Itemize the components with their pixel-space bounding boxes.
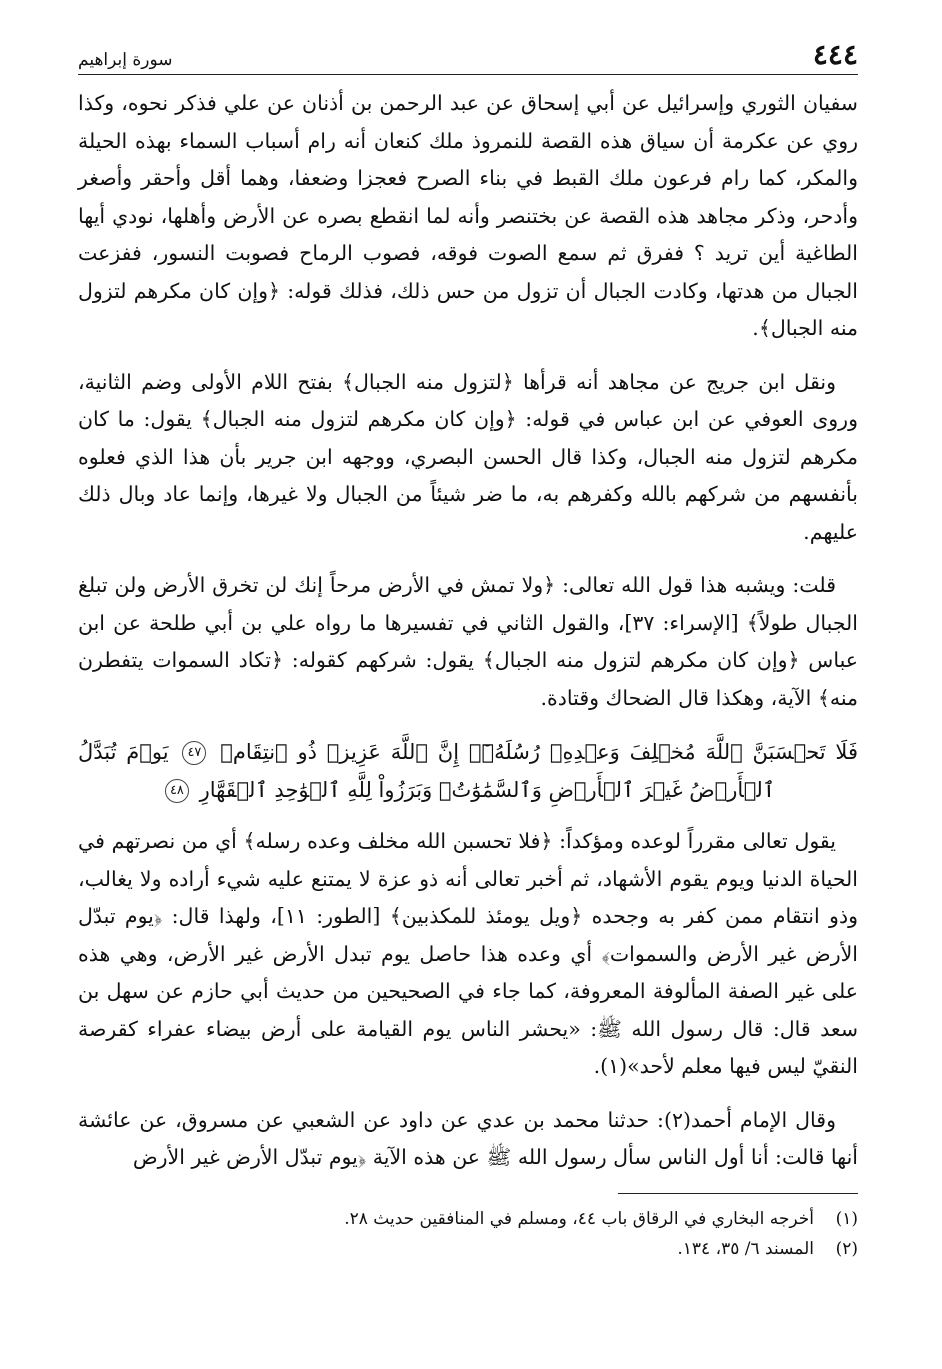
footnotes bbox=[78, 1204, 858, 1264]
footnote-number: (٢) bbox=[835, 1238, 858, 1259]
paragraph-2: ونقل ابن جريج عن مجاهد أنه قرأها ﴿لتزول منه الجبال﴾ بفتح اللام الأولى وضم الثانية، وروى العوفي عن ابن عباس في قوله: ﴿وإن كان مكرهم لتزول منه الجبال﴾ يقول: ما كان مكرهم لتزول منه الجبال، وكذا قال الحسن البصري، ووجهه ابن جرير بأن هذا الذي فعلوه بأنفسهم من شركهم بالله وكفرهم به، ما ضر شيئاً من الجبال ولا غيرها، وإنما عاد وبال ذلك عليهم. bbox=[78, 369, 858, 544]
running-title: سورة إبراهيم bbox=[78, 50, 173, 70]
paragraph-1: سفيان الثوري وإسرائيل عن أبي إسحاق عن عبد الرحمن بن أذنان عن علي فذكر نحوه، وكذا روي عن عكرمة أن سياق هذه القصة للنمروذ ملك كنعان أنه رام أسباب السماء بهذه الحيلة والمكر، كما رام فرعون ملك القبط في بناء الصرح فعجزا وضعفا، وهما أقل وأحقر وأصغر وأدحر، وذكر مجاهد هذه القصة عن بختنصر وأنه لما انقطع بصره عن الأرض وأهلها، نودي أيها الطاغية أين تريد ؟ ففرق ثم سمع الصوت فوقه، فصوب الرماح فصوبت النسور، ففزعت الجبال من هدتها، وكادت الجبال أن تزول من حس ذلك، فذلك قوله: ﴿وإن كان مكرهم لتزول منه الجبال﴾. bbox=[78, 91, 858, 340]
paragraph-5: وقال الإمام أحمد(٢): حدثنا محمد بن عدي عن داود عن الشعبي عن مسروق، عن عائشة أنها قالت: أنا أول الناس سأل رسول الله ﷺ عن هذه الآية ﴿يوم تبدّل الأرض غير الأرض bbox=[78, 1107, 858, 1169]
footnote-item bbox=[78, 1234, 858, 1264]
ayah-number-marker: ٤٨ bbox=[165, 779, 189, 803]
paragraph-4: يقول تعالى مقرراً لوعده ومؤكداً: ﴿فلا تحسبن الله مخلف وعده رسله﴾ أي من نصرتهم في الحياة الدنيا ويوم يقوم الأشهاد، ثم أخبر تعالى أنه ذو عزة لا يمتنع عليه شيء أراده ولا يغالب، وذو انتقام ممن كفر به وجحده ﴿ويل يومئذ للمكذبين﴾ [الطور: ١١]، ولهذا قال: ﴿يوم تبدّل الأرض غير الأرض والسموات﴾ أي وعده هذا حاصل يوم تبدل الأرض غير الأرض، وهي هذه على غير الصفة المألوفة المعروفة، كما جاء في الصحيحين من حديث أبي حازم عن سهل بن سعد قال: قال رسول الله ﷺ: «يحشر الناس يوم القيامة على أرض بيضاء عفراء كقرصة النقيّ ليس فيها معلم لأحد»(١). bbox=[78, 829, 858, 1078]
ayah-number-marker: ٤٧ bbox=[182, 741, 206, 765]
footnote-item bbox=[78, 1204, 858, 1234]
footnote-text: المسند ٦/ ٣٥، ١٣٤. bbox=[677, 1238, 814, 1259]
page-header bbox=[78, 38, 858, 75]
quran-verses bbox=[78, 733, 858, 809]
body-text bbox=[78, 85, 858, 1177]
quran-verse-48: يَوۡمَ تُبَدَّلُ ٱلۡأَرۡضُ غَيۡرَ ٱلۡأَرۡضِ وَٱلسَّمَٰوَٰتُۖ وَبَرَزُواْ لِلَّهِ ٱلۡوَٰحِدِ ٱلۡقَهَّارِ bbox=[78, 740, 776, 802]
document-page bbox=[78, 38, 858, 1264]
footnote-number: (١) bbox=[835, 1208, 858, 1229]
footnote-text: أخرجه البخاري في الرقاق باب ٤٤، ومسلم في المنافقين حديث ٢٨. bbox=[344, 1208, 814, 1229]
footnote-divider bbox=[618, 1193, 858, 1194]
quran-verse-47: فَلَا تَحۡسَبَنَّ ٱللَّهَ مُخۡلِفَ وَعۡدِهِۦ رُسُلَهُۥٓۚ إِنَّ ٱللَّهَ عَزِيزٞ ذُو ٱنتِقَامٖ bbox=[220, 740, 858, 764]
page-number: ٤٤٤ bbox=[812, 38, 858, 71]
paragraph-3: قلت: ويشبه هذا قول الله تعالى: ﴿ولا تمش في الأرض مرحاً إنك لن تخرق الأرض ولن تبلغ الجبال طولاً﴾ [الإسراء: ٣٧]، والقول الثاني في تفسيرها ما رواه علي بن أبي طلحة عن ابن عباس ﴿وإن كان مكرهم لتزول منه الجبال﴾ يقول: شركهم كقوله: ﴿تكاد السموات يتفطرن منه﴾ الآية، وهكذا قال الضحاك وقتادة. bbox=[78, 573, 858, 710]
